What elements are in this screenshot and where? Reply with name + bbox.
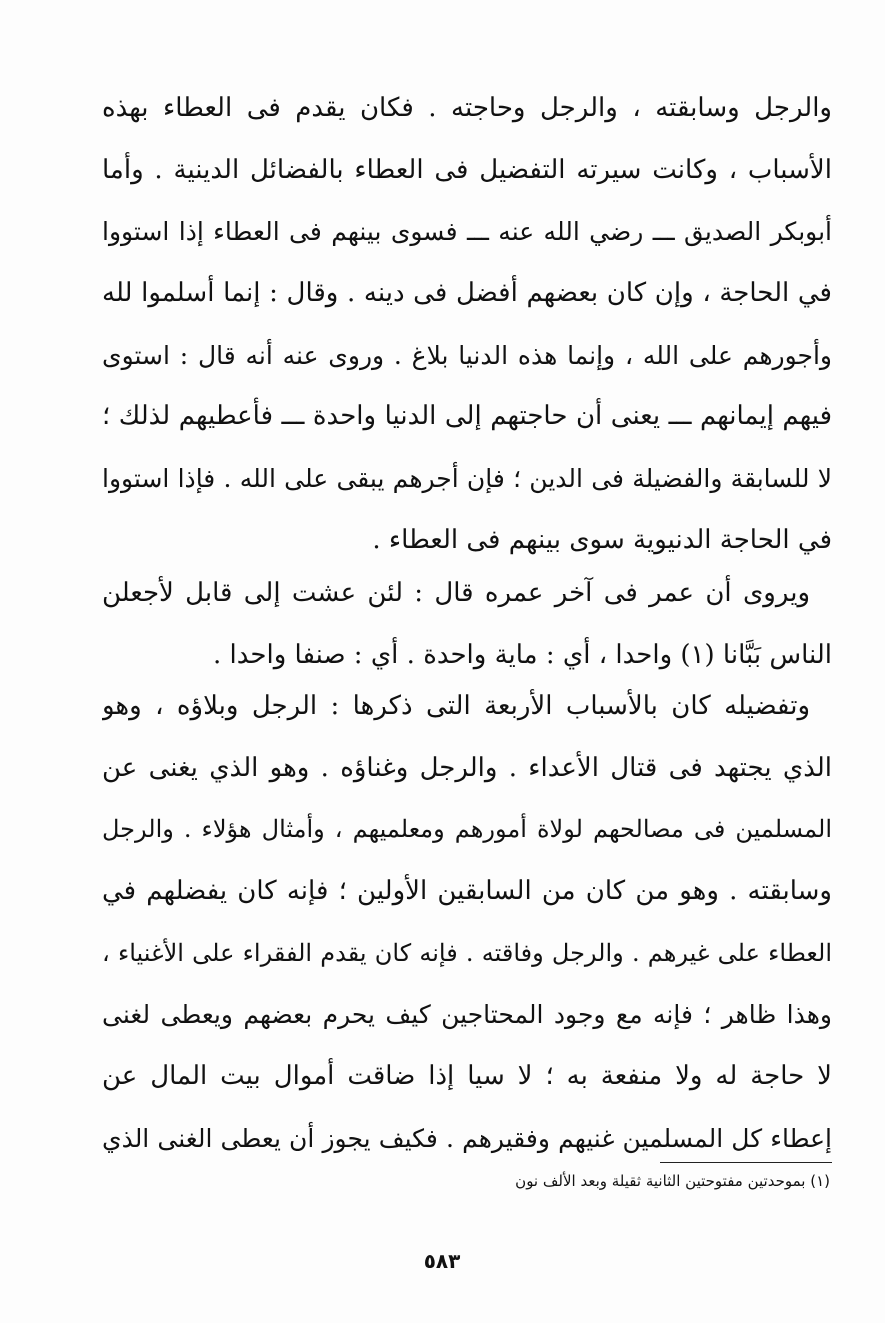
text-line: العطاء على غيرهم . والرجل وفاقته . فإنه كان يقدم الفقراء على الأغنياء ، — [102, 938, 832, 967]
text-line: لا حاجة له ولا منفعة به ؛ لا سيا إذا ضاقت أموال بيت المال عن — [102, 1061, 832, 1092]
paragraph-1 — [102, 78, 832, 572]
paragraph-2 — [102, 563, 832, 686]
text-line: فيهم إيمانهم ـــ يعنى أن حاجتهم إلى الدنيا واحدة ـــ فأعطيهم لذلك ؛ — [102, 401, 832, 432]
text-line: ويروى أن عمر فى آخر عمره قال : لئن عشت إلى قابل لأجعلن — [102, 578, 810, 608]
footnote-separator — [660, 1162, 832, 1163]
paragraph-3 — [102, 676, 832, 1170]
text-line: أبوبكر الصديق ـــ رضي الله عنه ـــ فسوى بينهم فى العطاء إذا استووا — [102, 217, 832, 247]
text-line: في الحاجة ، وإن كان بعضهم أفضل فى دينه . وقال : إنما أسلموا لله — [102, 278, 832, 309]
page-number: ٥٨٣ — [423, 1249, 461, 1273]
text-line: إعطاء كل المسلمين غنيهم وفقيرهم . فكيف يجوز أن يعطى الغنى الذي — [102, 1123, 832, 1153]
footnote: (١) بموحدتين مفتوحتين الثانية ثقيلة وبعد الألف نون — [515, 1172, 830, 1190]
text-line: المسلمين فى مصالحهم لولاة أمورهم ومعلميهم ، وأمثال هؤلاء . والرجل — [102, 815, 832, 844]
text-line: وهذا ظاهر ؛ فإنه مع وجود المحتاجين كيف يحرم بعضهم ويعطى لغنى — [102, 1000, 832, 1030]
text-line: الناس بَبَّانا (١) واحدا ، أي : ماية واحدة . أي : صنفا واحدا . — [213, 639, 832, 670]
text-line: وتفضيله كان بالأسباب الأربعة التى ذكرها : الرجل وبلاؤه ، وهو — [102, 691, 810, 721]
text-line: لا للسابقة والفضيلة فى الدين ؛ فإن أجرهم يبقى على الله . فإذا استووا — [102, 464, 832, 494]
text-line: والرجل وسابقته ، والرجل وحاجته . فكان يقدم فى العطاء بهذه — [102, 93, 832, 123]
text-line: الذي يجتهد فى قتال الأعداء . والرجل وغناؤه . وهو الذي يغنى عن — [102, 752, 832, 783]
text-line: وسابقته . وهو من كان من السابقين الأولين ؛ فإنه كان يفضلهم في — [102, 876, 832, 907]
text-line: وأجورهم على الله ، وإنما هذه الدنيا بلاغ . وروى عنه أنه قال : استوى — [102, 340, 832, 370]
text-line: الأسباب ، وكانت سيرته التفضيل فى العطاء بالفضائل الدينية . وأما — [102, 154, 832, 185]
text-line: في الحاجة الدنيوية سوى بينهم فى العطاء . — [372, 524, 832, 555]
